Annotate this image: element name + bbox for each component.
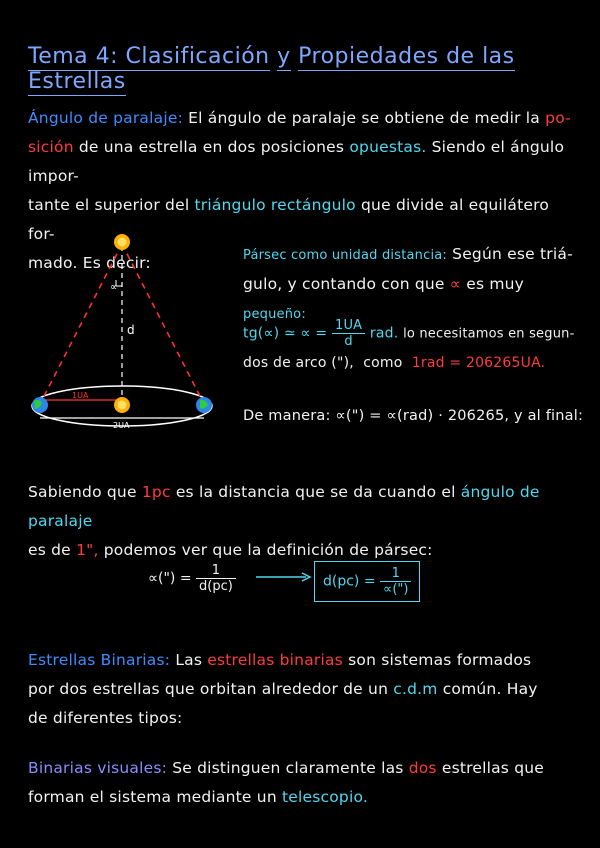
formula-right-den: ∝(") [383, 582, 409, 597]
definition-text-4: podemos ver que la definición de pársec: [103, 541, 433, 559]
formula-left-num: 1 [196, 563, 236, 579]
parallax-text-4: tante el superior del [28, 196, 190, 214]
binaries-line-2 [28, 675, 576, 704]
definition-text-1: Sabiendo que [28, 483, 137, 501]
formula-right-lhs: d(pc) = [323, 573, 376, 590]
parsec-conversion: 1rad = 206265UA. [411, 355, 546, 371]
parsec-fraction-den: d [344, 334, 353, 349]
definition-text-2: es la distancia que se da cuando el [175, 483, 456, 501]
definition-paragraph [28, 478, 576, 565]
parsec-fraction [332, 318, 365, 349]
formula-left-fraction [196, 563, 236, 594]
parallax-term: Ángulo de paralaje: [28, 109, 183, 127]
definition-text-3: es de [28, 541, 71, 559]
binaries-highlight: estrellas binarias [207, 651, 343, 669]
parallax-line-2 [28, 133, 576, 191]
sun-top-icon [114, 234, 130, 250]
page-title [28, 44, 600, 94]
parallax-diagram [20, 228, 230, 438]
formula-left-lhs: ∝(") = [148, 570, 192, 587]
parsec-alpha: ∝ [449, 275, 462, 293]
parallax-text-3: Siendo el ángulo impor- [28, 138, 565, 185]
parsec-text-3: es muy [466, 275, 525, 293]
arrow-icon [254, 570, 314, 584]
visual-dos: dos [408, 759, 437, 777]
parallax-triangulo: triángulo rectángulo [194, 196, 356, 214]
parsec-final-line [243, 402, 588, 431]
parsec-conversion-line [243, 349, 588, 378]
binaries-cdm: c.d.m [393, 680, 438, 698]
binaries-line-3 [28, 704, 576, 733]
parsec-fraction-num: 1UA [332, 318, 365, 334]
two-ua-label: 2UA [113, 421, 130, 430]
definition-one-arcsec: 1", [76, 541, 99, 559]
visual-text-2: estrellas que [441, 759, 545, 777]
visual-text-3: forman el sistema mediante un [28, 788, 277, 806]
formula-right-num: 1 [380, 566, 411, 582]
parsec-text-2: gulo, y contando con que [243, 275, 445, 293]
parsec-term: Pársec como unidad distancia: [243, 248, 448, 263]
formula-right-fraction [380, 566, 411, 597]
earth-left-icon [32, 397, 48, 413]
formula-left-den: d(pc) [199, 579, 233, 594]
title-part3: Propiedades de las Estrellas [28, 44, 515, 94]
sun-center-icon [114, 397, 130, 413]
parallax-text-1: El ángulo de paralaje se obtiene de medir la [188, 109, 541, 127]
parsec-text-5: dos de arco ("), [243, 355, 354, 371]
binaries-text-4: común. Hay [442, 680, 538, 698]
parsec-text-6: De manera: ∝(") = ∝(rad) · 206265, y al [243, 408, 541, 424]
one-ua-label: 1UA [72, 391, 89, 400]
binaries-text-1: Las [175, 651, 203, 669]
parsec-rad: rad. [369, 325, 399, 342]
parallax-text-5: que divide al equilátero for- [28, 196, 550, 243]
parallax-sicion: sición [28, 138, 74, 156]
visual-text-1: Se distinguen claramente las [172, 759, 404, 777]
visual-line-2 [28, 783, 576, 812]
parsec-como: como [363, 355, 403, 371]
visual-line-1 [28, 754, 576, 783]
earth-right-icon [196, 397, 212, 413]
sight-line-left [40, 244, 122, 404]
parsec-formula-left: tg(∝) ≃ ∝ = [243, 325, 328, 342]
title-part1: Tema 4: Clasificación [28, 44, 270, 69]
binaries-text-3: por dos estrellas que orbitan alrededor de un [28, 680, 389, 698]
parsec-formula-line [243, 318, 588, 349]
binaries-text-2: son sistemas formados [348, 651, 532, 669]
visual-binaries-paragraph [28, 754, 576, 812]
parallax-text-2: de una estrella en dos posiciones [78, 138, 345, 156]
binaries-text-5: de diferentes tipos: [28, 709, 183, 727]
parallax-text-6: mado. Es decir: [28, 254, 151, 272]
binaries-paragraph [28, 646, 576, 733]
title-part2: y [277, 44, 291, 69]
parsec-text-1: Según ese triá- [452, 245, 573, 263]
parallax-line-1 [28, 104, 576, 133]
visual-term: Binarias visuales: [28, 759, 168, 777]
parsec-definition-box [314, 561, 420, 602]
parsec-final: final: [545, 408, 584, 424]
formula-left [148, 563, 236, 594]
parsec-line-1 [243, 240, 583, 270]
parsec-section [243, 240, 583, 329]
alpha-label: ∝ [110, 282, 118, 293]
visual-telescopio: telescopio. [281, 788, 369, 806]
definition-line-2 [28, 536, 576, 565]
parsec-text-4: lo necesitamos en segun- [403, 326, 575, 342]
parsec-formula-block [243, 318, 588, 378]
definition-pc: 1pc [141, 483, 171, 501]
parallax-opuestas: opuestas. [349, 138, 427, 156]
parallax-po: po- [545, 109, 571, 127]
definition-angulo: ángulo de paralaje [28, 483, 540, 530]
binaries-term: Estrellas Binarias: [28, 651, 171, 669]
parsec-pequeno: pequeño: [243, 307, 306, 322]
definition-line-1 [28, 478, 576, 536]
binaries-line-1 [28, 646, 576, 675]
d-label: d [127, 323, 135, 337]
